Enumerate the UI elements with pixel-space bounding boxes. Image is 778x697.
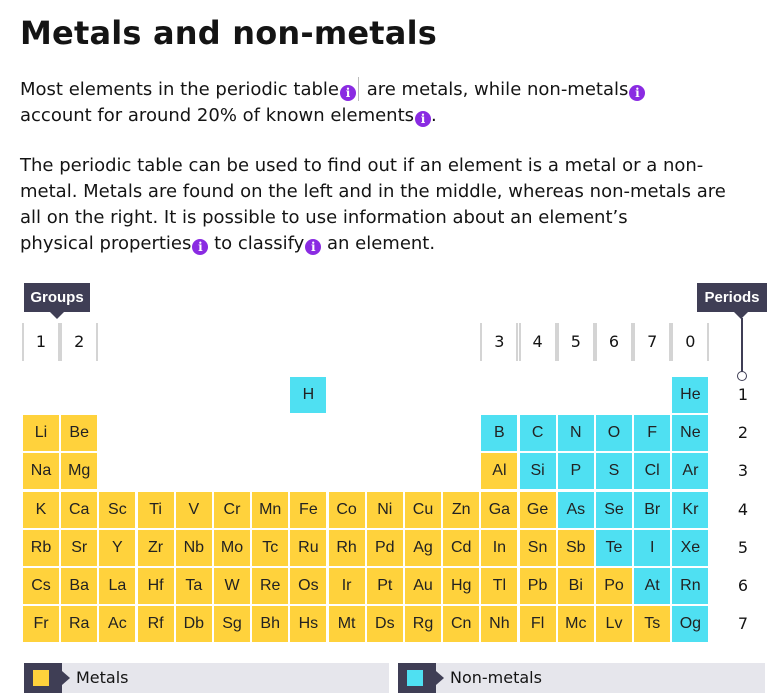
period-number-5: 5 — [737, 537, 749, 557]
periods-label: Periods — [697, 283, 767, 312]
element-ga: Ga — [481, 492, 517, 528]
link-physical-properties[interactable]: physical properties — [20, 233, 192, 254]
groups-label: Groups — [24, 283, 90, 312]
element-y: Y — [99, 530, 135, 566]
info-icon[interactable]: i — [340, 85, 356, 101]
intro-paragraph: Most elements in the periodic table i are metals, while non-metals i account for around 20% of known elements i . — [20, 77, 770, 129]
element-ag: Ag — [405, 530, 441, 566]
element-as: As — [558, 492, 594, 528]
element-si: Si — [520, 453, 556, 489]
element-hf: Hf — [138, 568, 174, 604]
element-ca: Ca — [61, 492, 97, 528]
info-icon[interactable]: i — [415, 111, 431, 127]
element-bh: Bh — [252, 606, 288, 642]
element-se: Se — [596, 492, 632, 528]
element-cd: Cd — [443, 530, 479, 566]
element-at: At — [634, 568, 670, 604]
element-ti: Ti — [138, 492, 174, 528]
element-fr: Fr — [23, 606, 59, 642]
element-ne: Ne — [672, 415, 708, 451]
element-n: N — [558, 415, 594, 451]
element-be: Be — [61, 415, 97, 451]
element-ge: Ge — [520, 492, 556, 528]
element-mo: Mo — [214, 530, 250, 566]
element-ni: Ni — [367, 492, 403, 528]
element-hs: Hs — [290, 606, 326, 642]
period-number-1: 1 — [737, 385, 749, 404]
element-os: Os — [290, 568, 326, 604]
link-periodic-table[interactable]: periodic table — [215, 79, 339, 100]
element-mc: Mc — [558, 606, 594, 642]
element-ts: Ts — [634, 606, 670, 642]
element-xe: Xe — [672, 530, 708, 566]
element-pt: Pt — [367, 568, 403, 604]
group-number-1: 1 — [22, 323, 60, 361]
element-ac: Ac — [99, 606, 135, 642]
element-zn: Zn — [443, 492, 479, 528]
element-co: Co — [329, 492, 365, 528]
legend-swatch-box — [398, 663, 436, 693]
period-number-6: 6 — [737, 576, 749, 595]
element-sb: Sb — [558, 530, 594, 566]
element-o: O — [596, 415, 632, 451]
element-sn: Sn — [520, 530, 556, 566]
element-cr: Cr — [214, 492, 250, 528]
element-li: Li — [23, 415, 59, 451]
element-cu: Cu — [405, 492, 441, 528]
link-elements[interactable]: elements — [330, 105, 415, 126]
legend-nonmetals-label: Non-metals — [450, 668, 542, 687]
element-b: B — [481, 415, 517, 451]
element-fe: Fe — [290, 492, 326, 528]
element-c: C — [520, 415, 556, 451]
element-po: Po — [596, 568, 632, 604]
element-bi: Bi — [558, 568, 594, 604]
element-mg: Mg — [61, 453, 97, 489]
group-number-3: 3 — [480, 323, 518, 361]
element-p: P — [558, 453, 594, 489]
element-ba: Ba — [61, 568, 97, 604]
group-number-6: 6 — [595, 323, 633, 361]
element-tl: Tl — [481, 568, 517, 604]
element-kr: Kr — [672, 492, 708, 528]
element-s: S — [596, 453, 632, 489]
element-sr: Sr — [61, 530, 97, 566]
element-rf: Rf — [138, 606, 174, 642]
element-rg: Rg — [405, 606, 441, 642]
element-ds: Ds — [367, 606, 403, 642]
element-na: Na — [23, 453, 59, 489]
group-number-4: 4 — [519, 323, 557, 361]
element-cl: Cl — [634, 453, 670, 489]
element-h: H — [290, 377, 326, 413]
element-mt: Mt — [329, 606, 365, 642]
info-icon[interactable]: i — [192, 239, 208, 255]
element-ar: Ar — [672, 453, 708, 489]
group-number-7: 7 — [633, 323, 671, 361]
element-db: Db — [176, 606, 212, 642]
element-lv: Lv — [596, 606, 632, 642]
element-ta: Ta — [176, 568, 212, 604]
element-f: F — [634, 415, 670, 451]
period-number-3: 3 — [737, 461, 749, 481]
element-rb: Rb — [23, 530, 59, 566]
element-pd: Pd — [367, 530, 403, 566]
element-cs: Cs — [23, 568, 59, 604]
element-al: Al — [481, 453, 517, 489]
legend-metals-label: Metals — [76, 668, 129, 687]
element-nh: Nh — [481, 606, 517, 642]
element-sg: Sg — [214, 606, 250, 642]
legend-nonmetals — [398, 663, 765, 693]
metal-swatch — [33, 670, 49, 686]
element-og: Og — [672, 606, 708, 642]
text-cursor — [358, 77, 359, 101]
element-ra: Ra — [61, 606, 97, 642]
period-number-4: 4 — [737, 499, 749, 519]
element-k: K — [23, 492, 59, 528]
element-la: La — [99, 568, 135, 604]
element-cn: Cn — [443, 606, 479, 642]
element-ir: Ir — [329, 568, 365, 604]
group-number-0: 0 — [671, 323, 709, 361]
info-icon[interactable]: i — [305, 239, 321, 255]
element-i: I — [634, 530, 670, 566]
element-br: Br — [634, 492, 670, 528]
element-sc: Sc — [99, 492, 135, 528]
element-he: He — [672, 377, 708, 413]
element-rh: Rh — [329, 530, 365, 566]
legend-swatch-box — [24, 663, 62, 693]
periods-pointer-line — [741, 318, 743, 376]
element-zr: Zr — [138, 530, 174, 566]
element-w: W — [214, 568, 250, 604]
element-nb: Nb — [176, 530, 212, 566]
element-re: Re — [252, 568, 288, 604]
element-te: Te — [596, 530, 632, 566]
element-rn: Rn — [672, 568, 708, 604]
period-number-7: 7 — [737, 614, 749, 634]
body-paragraph: The periodic table can be used to find out if an element is a metal or a non- metal. Metals are found on the left and in the middle, whereas non-metals are all on the right. It is possible to use information about an element’s physical properties i to classify i an element. — [20, 155, 726, 254]
element-mn: Mn — [252, 492, 288, 528]
element-pb: Pb — [520, 568, 556, 604]
element-au: Au — [405, 568, 441, 604]
link-classify[interactable]: classify — [237, 233, 305, 254]
element-v: V — [176, 492, 212, 528]
element-in: In — [481, 530, 517, 566]
info-icon[interactable]: i — [629, 85, 645, 101]
element-hg: Hg — [443, 568, 479, 604]
group-number-5: 5 — [557, 323, 595, 361]
element-ru: Ru — [290, 530, 326, 566]
element-tc: Tc — [252, 530, 288, 566]
legend-metals — [24, 663, 389, 693]
page-title: Metals and non-metals — [20, 14, 437, 52]
nonmetal-swatch — [407, 670, 423, 686]
period-number-2: 2 — [737, 423, 749, 443]
element-fl: Fl — [520, 606, 556, 642]
group-number-2: 2 — [60, 323, 98, 361]
link-non-metals[interactable]: non-metals — [526, 79, 629, 100]
